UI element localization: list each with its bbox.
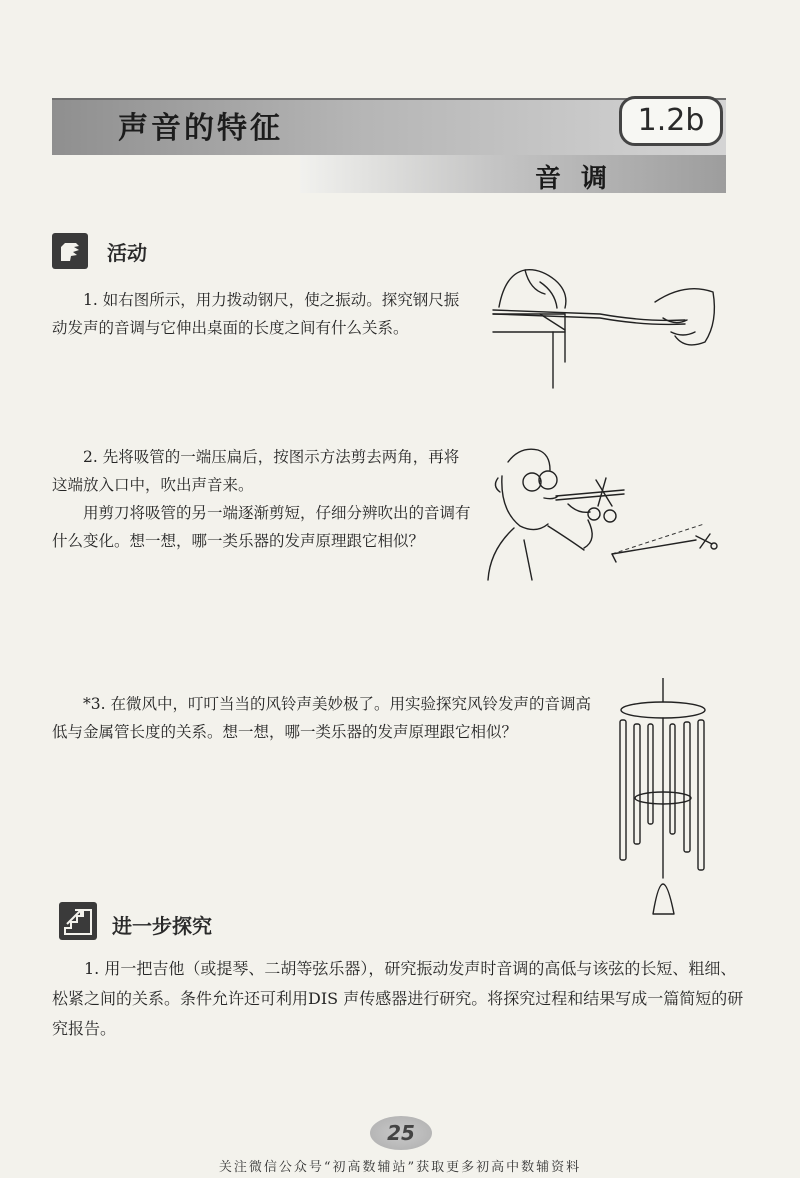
activity-heading: 活动 bbox=[107, 241, 147, 265]
wind-chime-illustration bbox=[608, 678, 718, 918]
activity-item-3 bbox=[52, 690, 592, 746]
further-item-1-text: 1. 用一把吉他（或提琴、二胡等弦乐器），研究振动发声时音调的高低与该弦的长短、粗细、松紧之间的关系。条件允许还可利用DIS 声传感器进行研究。将探究过程和结果写成一篇简短的研究报告。 bbox=[52, 959, 744, 1038]
further-heading: 进一步探究 bbox=[112, 914, 212, 938]
section-number-badge: 1.2b bbox=[619, 96, 723, 146]
hand-icon bbox=[52, 233, 88, 269]
activity-item-1-text: 1. 如右图所示，用力拨动钢尺，使之振动。探究钢尺振动发声的音调与它伸出桌面的长度之间有什么关系。 bbox=[52, 291, 460, 337]
subtitle-band bbox=[300, 155, 726, 193]
page-title: 声音的特征 bbox=[118, 111, 283, 146]
activity-item-3-text: *3. 在微风中，叮叮当当的风铃声美妙极了。用实验探究风铃发声的音调高低与金属管长度的关系。想一想，哪一类乐器的发声原理跟它相似？ bbox=[52, 695, 591, 741]
straw-whistle-illustration bbox=[484, 440, 724, 590]
ruler-on-table-illustration bbox=[485, 262, 720, 390]
stairs-icon bbox=[59, 902, 97, 940]
page-number: 25 bbox=[370, 1116, 432, 1150]
further-item-1 bbox=[52, 954, 752, 1044]
activity-item-1 bbox=[52, 286, 472, 342]
activity-item-2 bbox=[52, 443, 472, 555]
activity-item-2-text-b: 用剪刀将吸管的另一端逐渐剪短，仔细分辨吹出的音调有什么变化。想一想，哪一类乐器的发声原理跟它相似？ bbox=[52, 504, 471, 550]
page-subtitle: 音调 bbox=[535, 164, 628, 194]
activity-item-2-text-a: 2. 先将吸管的一端压扁后，按图示方法剪去两角，再将这端放入口中，吹出声音来。 bbox=[52, 448, 460, 494]
footer-note: 关注微信公众号“初高数辅站”获取更多初高中数辅资料 bbox=[218, 1160, 582, 1175]
